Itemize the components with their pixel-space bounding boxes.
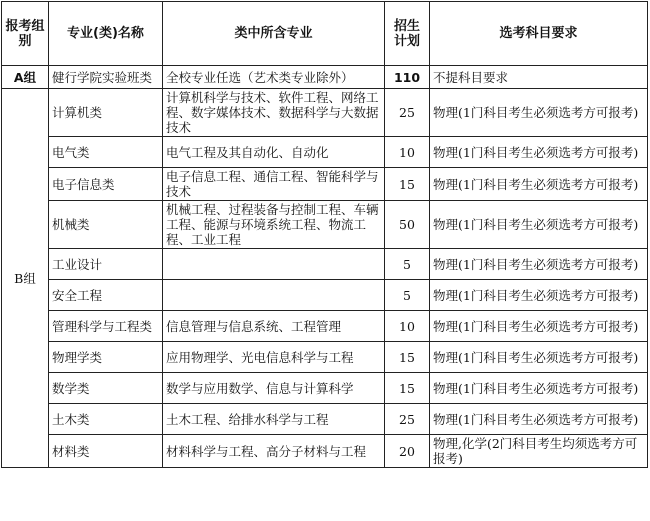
subjects-cell: 物理(1门科目考生必须选考方可报考) bbox=[430, 373, 648, 404]
quota-cell: 5 bbox=[385, 249, 430, 280]
included-cell: 数学与应用数学、信息与计算科学 bbox=[163, 373, 385, 404]
included-cell: 材料科学与工程、高分子材料与工程 bbox=[163, 435, 385, 468]
subjects-cell: 物理(1门科目考生必须选考方可报考) bbox=[430, 311, 648, 342]
header-included: 类中所含专业 bbox=[163, 2, 385, 66]
subjects-cell: 物理(1门科目考生必须选考方可报考) bbox=[430, 280, 648, 311]
quota-cell: 20 bbox=[385, 435, 430, 468]
major-cell: 物理学类 bbox=[49, 342, 163, 373]
subjects-cell: 物理(1门科目考生必须选考方可报考) bbox=[430, 249, 648, 280]
major-cell: 管理科学与工程类 bbox=[49, 311, 163, 342]
table-row bbox=[2, 201, 648, 249]
subjects-cell: 物理(1门科目考生必须选考方可报考) bbox=[430, 137, 648, 168]
major-cell: 安全工程 bbox=[49, 280, 163, 311]
group-a-major: 健行学院实验班类 bbox=[49, 66, 163, 89]
header-quota: 招生计划 bbox=[385, 2, 430, 66]
quota-cell: 50 bbox=[385, 201, 430, 249]
quota-cell: 15 bbox=[385, 373, 430, 404]
header-group: 报考组别 bbox=[2, 2, 49, 66]
quota-cell: 15 bbox=[385, 168, 430, 201]
included-cell: 电子信息工程、通信工程、智能科学与技术 bbox=[163, 168, 385, 201]
quota-cell: 10 bbox=[385, 311, 430, 342]
quota-cell: 25 bbox=[385, 89, 430, 137]
included-cell: 电气工程及其自动化、自动化 bbox=[163, 137, 385, 168]
quota-cell: 5 bbox=[385, 280, 430, 311]
table-row bbox=[2, 404, 648, 435]
included-cell: 信息管理与信息系统、工程管理 bbox=[163, 311, 385, 342]
major-cell: 电气类 bbox=[49, 137, 163, 168]
subjects-cell: 物理,化学(2门科目考生均须选考方可报考) bbox=[430, 435, 648, 468]
table-row bbox=[2, 89, 648, 137]
table-row bbox=[2, 280, 648, 311]
major-cell: 机械类 bbox=[49, 201, 163, 249]
table-row bbox=[2, 435, 648, 468]
header-row bbox=[2, 2, 648, 66]
group-a-included: 全校专业任选（艺术类专业除外） bbox=[163, 66, 385, 89]
included-cell bbox=[163, 249, 385, 280]
major-cell: 土木类 bbox=[49, 404, 163, 435]
header-subjects: 选考科目要求 bbox=[430, 2, 648, 66]
quota-cell: 15 bbox=[385, 342, 430, 373]
quota-cell: 25 bbox=[385, 404, 430, 435]
table-row bbox=[2, 137, 648, 168]
subjects-cell: 物理(1门科目考生必须选考方可报考) bbox=[430, 404, 648, 435]
table-row bbox=[2, 168, 648, 201]
subjects-cell: 物理(1门科目考生必须选考方可报考) bbox=[430, 89, 648, 137]
included-cell: 土木工程、给排水科学与工程 bbox=[163, 404, 385, 435]
table-row bbox=[2, 249, 648, 280]
major-cell: 数学类 bbox=[49, 373, 163, 404]
quota-cell: 10 bbox=[385, 137, 430, 168]
table-row bbox=[2, 311, 648, 342]
subjects-cell: 物理(1门科目考生必须选考方可报考) bbox=[430, 168, 648, 201]
header-major: 专业(类)名称 bbox=[49, 2, 163, 66]
included-cell: 应用物理学、光电信息科学与工程 bbox=[163, 342, 385, 373]
group-b-label: B组 bbox=[2, 89, 49, 468]
group-a-quota: 110 bbox=[385, 66, 430, 89]
table-row bbox=[2, 373, 648, 404]
admission-table bbox=[1, 1, 648, 468]
group-a-subjects: 不提科目要求 bbox=[430, 66, 648, 89]
table-row-group-a bbox=[2, 66, 648, 89]
table-row bbox=[2, 342, 648, 373]
major-cell: 材料类 bbox=[49, 435, 163, 468]
included-cell bbox=[163, 280, 385, 311]
major-cell: 工业设计 bbox=[49, 249, 163, 280]
subjects-cell: 物理(1门科目考生必须选考方可报考) bbox=[430, 342, 648, 373]
included-cell: 计算机科学与技术、软件工程、网络工程、数字媒体技术、数据科学与大数据技术 bbox=[163, 89, 385, 137]
major-cell: 计算机类 bbox=[49, 89, 163, 137]
group-a-label: A组 bbox=[2, 66, 49, 89]
included-cell: 机械工程、过程装备与控制工程、车辆工程、能源与环境系统工程、物流工程、工业工程 bbox=[163, 201, 385, 249]
subjects-cell: 物理(1门科目考生必须选考方可报考) bbox=[430, 201, 648, 249]
major-cell: 电子信息类 bbox=[49, 168, 163, 201]
